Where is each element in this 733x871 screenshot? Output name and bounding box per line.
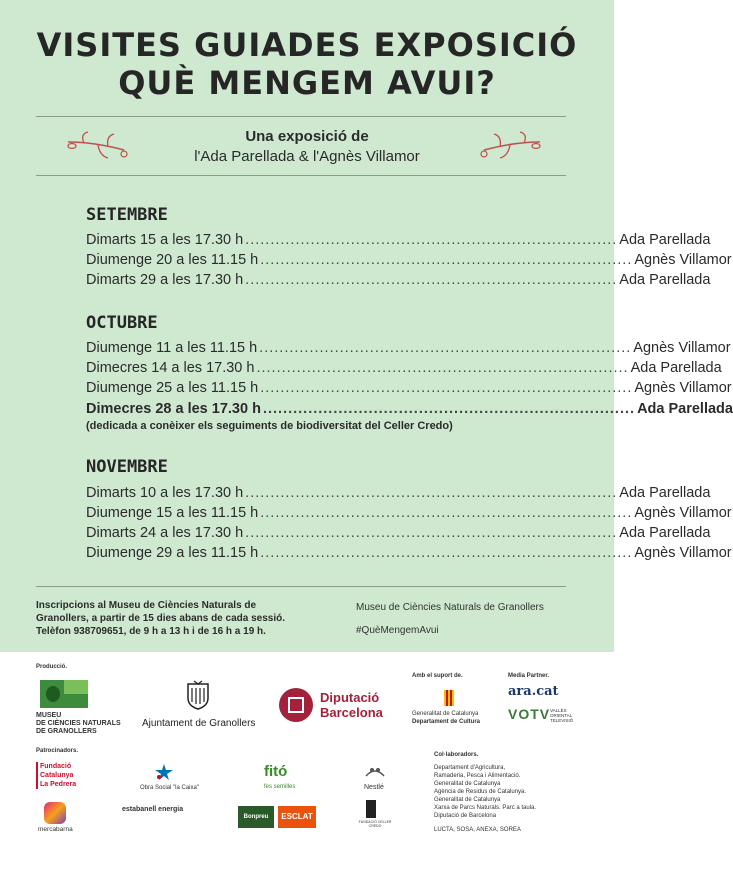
visit-row [86,270,711,290]
visit-guide: Agnès Villamor [634,505,732,521]
museu-logo-text: MUSEU DE CIÈNCIES NATURALS DE GRANOLLERS [36,712,121,735]
visit-guide: Ada Parellada [619,272,711,288]
celler-credo-icon [366,800,376,818]
visit-date: Diumenge 15 a les 11.15 h [86,505,259,521]
visit-guide: Ada Parellada [630,360,722,376]
visit-date: Dimarts 15 a les 17.30 h [86,232,244,248]
info-line-3: Telèfon 938709651, de 9 h a 13 h i de 16 h a 19 h. [36,626,266,637]
month-heading-novembre: NOVEMBRE [86,457,168,477]
exhibition-credit [0,127,614,167]
subtitle-line-1: Una exposició de [245,128,369,145]
generalitat-logo-text: Generalitat de Catalunya Departament de Cultura [412,711,481,725]
visit-row [86,338,731,358]
ajuntament-logo-text: Ajuntament de Granollers [142,718,256,729]
visit-guide: Ada Parellada [619,232,711,248]
visit-guide: Ada Parellada [619,485,711,501]
info-line-1: Inscripcions al Museu de Ciències Naturals de [36,600,257,611]
dot-leader: .......................................................................... [245,272,618,288]
visit-date: Dimarts 10 a les 17.30 h [86,485,244,501]
visit-guide: Agnès Villamor [634,380,732,396]
visit-row [86,523,711,543]
lacaixa-star-icon [154,763,174,781]
visit-guide: Ada Parellada [637,401,733,417]
dot-leader: .......................................................................... [260,252,633,268]
month-heading-octubre: OCTUBRE [86,313,158,333]
visit-guide: Agnès Villamor [633,340,731,356]
subtitle-line-2: l'Ada Parellada & l'Agnès Villamor [194,148,420,165]
title-line-1: VISITES GUIADES EXPOSICIÓ [36,26,578,64]
generalitat-flag-icon [444,690,454,706]
visit-row [86,230,711,250]
dot-leader: .......................................................................... [245,232,618,248]
celler-credo-text: FUNDACIÓ CELLER CREDO [358,820,392,828]
mercabarna-logo-text: mercabarna [38,826,73,833]
visit-row [86,483,711,503]
dot-leader: .......................................................................... [262,401,636,417]
nestle-logo: Nestlé [364,784,384,791]
dot-leader: .......................................................................... [260,505,633,521]
aracat-logo: ara.cat [508,684,559,699]
title-line-2: QUÈ MENGEM AVUI? [118,64,496,102]
info-line-2: Granollers, a partir de 15 dies abans de cada sessió. [36,613,286,624]
dot-leader: .......................................................................... [259,340,632,356]
visit-row [86,378,732,398]
diputacio-logo-text: Diputació Barcelona [320,690,383,720]
votv-logo: VOTV [508,706,551,722]
visit-guide: Ada Parellada [619,525,711,541]
poster-title [0,26,614,102]
dot-leader: .......................................................................... [245,525,618,541]
featured-visit-note: (dedicada a conèixer els seguiments de biodiversitat del Celler Credo) [86,420,453,432]
divider-footer [36,586,566,587]
mercabarna-logo-icon [44,802,66,824]
collaboradors-list: Departament d'Agricultura, Ramaderia, Pesca i Alimentació. Generalitat de Catalunya Agència de Residus de Catalunya. Generalitat de Catalunya Xarxa de Parcs Naturals. Parc a taula. Diputació de Barcelona [434,765,537,819]
visit-row [86,543,732,563]
media-partner-label: Media Partner. [508,673,550,679]
visit-date: Dimecres 14 a les 17.30 h [86,360,255,376]
visit-guide: Agnès Villamor [634,252,732,268]
visit-guide: Agnès Villamor [634,545,732,561]
visit-date: Dimarts 29 a les 17.30 h [86,272,244,288]
visit-row [86,250,732,270]
venue-name: Museu de Ciències Naturals de Granollers [356,602,544,613]
fito-subtitle: fes semilles [264,784,296,790]
collaboradors-extra: LUCTA, SOSA, ANEXA, SOREA [434,827,521,833]
visit-date: Diumenge 29 a les 11.15 h [86,545,259,561]
estabanell-logo: estabanell energia [122,806,184,813]
suport-label: Amb el suport de. [412,673,463,679]
dot-leader: .......................................................................... [260,380,633,396]
produccio-label: Producció. [36,664,68,670]
fundacio-catalunya-logo: Fundació Catalunya La Pedrera [36,762,76,789]
visit-row-featured [86,399,733,419]
dot-leader: .......................................................................... [256,360,629,376]
registration-info [36,599,336,638]
diputacio-logo-icon [279,688,313,722]
month-heading-setembre: SETEMBRE [86,205,168,225]
votv-subtitle: VALLÈS ORIENTAL TELEVISIÓ [550,708,574,723]
visit-row [86,358,722,378]
visit-date: Diumenge 11 a les 11.15 h [86,340,258,356]
esclat-logo: ESCLAT [278,806,316,828]
visit-date: Dimecres 28 a les 17.30 h [86,401,261,417]
fito-logo: fitó [264,763,288,780]
ajuntament-shield-icon [186,680,210,710]
nestle-nest-icon [364,762,386,780]
dot-leader: .......................................................................... [260,545,633,561]
divider-top [36,116,566,117]
patrocinadors-label: Patrocinadors. [36,748,79,754]
visit-date: Diumenge 20 a les 11.15 h [86,252,259,268]
collaboradors-label: Col·laboradors. [434,752,479,758]
visit-date: Dimarts 24 a les 17.30 h [86,525,244,541]
bonpreu-logo: Bonpreu [238,806,274,828]
hashtag: #QuèMengemAvui [356,625,439,636]
museu-logo-icon [40,680,88,708]
divider-subtitle [36,175,566,176]
visit-row [86,503,732,523]
visit-date: Diumenge 25 a les 11.15 h [86,380,259,396]
dot-leader: .......................................................................... [245,485,618,501]
obra-social-text: Obra Social "la Caixa" [140,785,199,791]
